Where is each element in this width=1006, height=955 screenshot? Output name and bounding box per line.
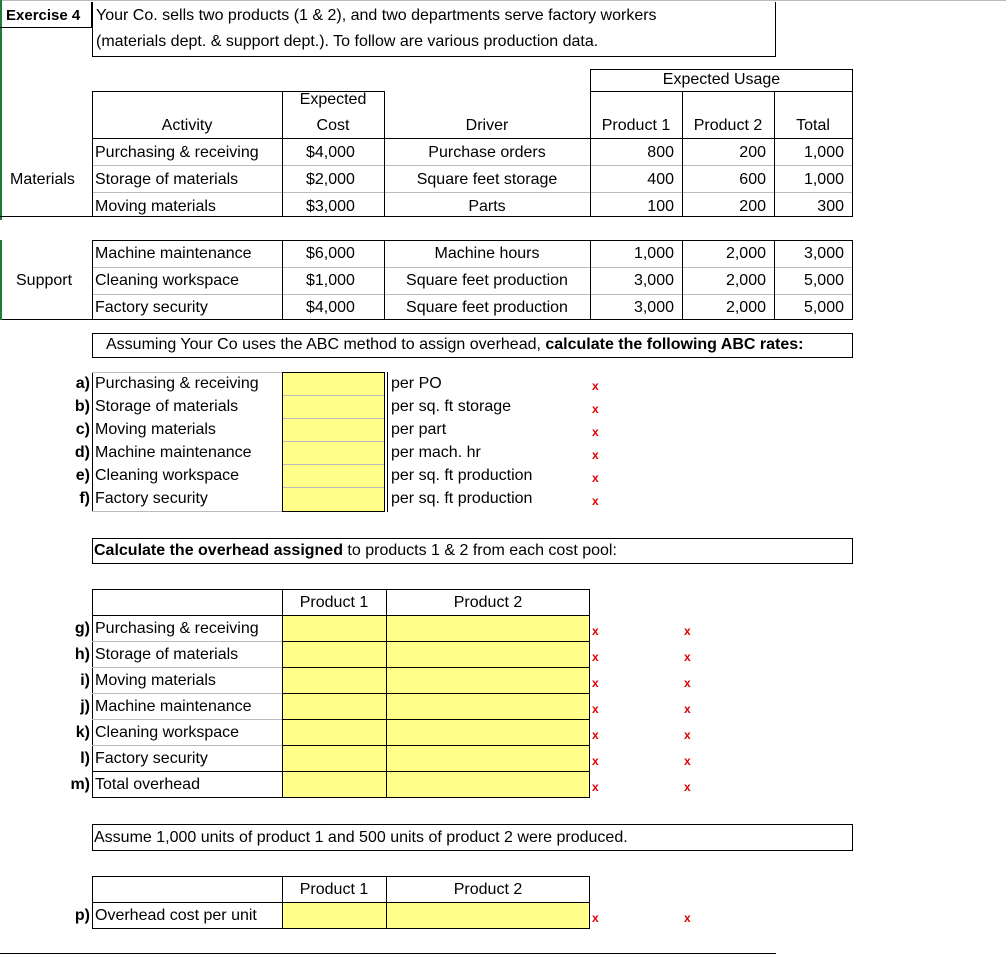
x-mark: x (592, 379, 599, 393)
x-mark: x (592, 494, 599, 508)
product2-header: Product 2 (693, 117, 763, 134)
rate-activity: Cleaning workspace (95, 467, 240, 484)
x-mark: x (592, 728, 599, 742)
x-mark: x (592, 676, 599, 690)
overhead-product1-header: Product 1 (299, 594, 369, 611)
overhead-p1-input[interactable] (282, 641, 387, 668)
overhead-p1-input[interactable] (282, 667, 387, 694)
overhead-letter: g) (74, 620, 90, 637)
support-label: Support (16, 272, 73, 289)
rate-letter: a) (75, 375, 90, 392)
driver-header: Driver (465, 117, 509, 134)
rate-activity: Storage of materials (95, 398, 239, 415)
rate-unit: per PO (391, 375, 442, 392)
x-mark: x (592, 448, 599, 462)
total-cell: 5,000 (803, 299, 844, 316)
overhead-label: Purchasing & receiving (95, 620, 259, 637)
x-mark: x (592, 780, 599, 794)
overhead-label: Machine maintenance (95, 698, 252, 715)
driver-cell: Machine hours (434, 245, 540, 262)
driver-cell: Parts (468, 198, 506, 215)
overhead-label: Moving materials (95, 672, 216, 689)
abc-rate-input-area (282, 372, 385, 512)
top-gridline (0, 0, 1006, 1)
abc-instruction: Assuming Your Co uses the ABC method to assign overhead, calculate the following ABC rates: (106, 336, 804, 353)
expected-usage-header: Expected Usage (662, 71, 781, 88)
total-cell: 300 (817, 198, 844, 215)
product2-cell: 2,000 (725, 245, 766, 262)
per-unit-product2-header: Product 2 (453, 881, 523, 898)
rate-letter: e) (75, 467, 90, 484)
x-mark: x (592, 702, 599, 716)
total-cell: 5,000 (803, 272, 844, 289)
activity-cell: Storage of materials (95, 171, 239, 188)
materials-label: Materials (10, 171, 75, 188)
overhead-label: Total overhead (95, 776, 200, 793)
product1-cell: 3,000 (633, 299, 674, 316)
x-mark: x (592, 650, 599, 664)
per-unit-label: Overhead cost per unit (95, 907, 257, 924)
rate-letter: d) (74, 444, 90, 461)
product1-cell: 1,000 (633, 245, 674, 262)
cost-cell: $4,000 (306, 144, 355, 161)
product2-cell: 200 (739, 198, 766, 215)
rate-activity: Factory security (95, 490, 208, 507)
green-left-border (0, 0, 2, 220)
total-cell: 3,000 (803, 245, 844, 262)
overhead-label: Storage of materials (95, 646, 239, 663)
x-mark: x (592, 402, 599, 416)
product2-cell: 2,000 (725, 299, 766, 316)
activity-cell: Machine maintenance (95, 245, 252, 262)
overhead-letter: l) (80, 750, 90, 767)
rate-unit: per part (391, 421, 447, 438)
product1-header: Product 1 (601, 117, 671, 134)
per-unit-p2-input[interactable] (386, 902, 590, 929)
overhead-p1-input[interactable] (282, 615, 387, 642)
rate-unit: per sq. ft production (391, 490, 533, 507)
product2-cell: 200 (739, 144, 766, 161)
x-mark: x (684, 754, 691, 768)
x-mark: x (592, 471, 599, 485)
overhead-p2-input[interactable] (386, 693, 590, 720)
x-mark: x (592, 911, 599, 925)
x-mark: x (684, 702, 691, 716)
cost-cell: $3,000 (306, 198, 355, 215)
overhead-letter: m) (70, 776, 90, 793)
product2-cell: 2,000 (725, 272, 766, 289)
cost-cell: $1,000 (306, 272, 355, 289)
exercise-label: Exercise 4 (6, 7, 81, 24)
overhead-letter: k) (75, 724, 90, 741)
total-cell: 1,000 (803, 171, 844, 188)
overhead-label: Cleaning workspace (95, 724, 240, 741)
rate-letter: b) (74, 398, 90, 415)
per-unit-p1-input[interactable] (282, 902, 387, 929)
cost-cell: $4,000 (306, 299, 355, 316)
cost-cell: $2,000 (306, 171, 355, 188)
expected-header-line1: Expected (299, 91, 367, 108)
rate-unit: per mach. hr (391, 444, 481, 461)
activity-cell: Cleaning workspace (95, 272, 240, 289)
x-mark: x (592, 425, 599, 439)
product1-cell: 100 (647, 198, 674, 215)
x-mark: x (592, 624, 599, 638)
overhead-p2-input[interactable] (386, 745, 590, 772)
driver-cell: Square feet storage (416, 171, 558, 188)
x-mark: x (684, 624, 691, 638)
expected-header-line2: Cost (316, 117, 350, 134)
rate-activity: Moving materials (95, 421, 216, 438)
x-mark: x (592, 754, 599, 768)
exercise-text-line1: Your Co. sells two products (1 & 2), and two departments serve factory workers (96, 7, 657, 24)
x-mark: x (684, 676, 691, 690)
total-header: Total (796, 117, 830, 134)
overhead-p2-input[interactable] (386, 615, 590, 642)
overhead-p2-input[interactable] (386, 771, 590, 798)
overhead-p1-input[interactable] (282, 693, 387, 720)
x-mark: x (684, 780, 691, 794)
x-mark: x (684, 650, 691, 664)
rate-letter: c) (75, 421, 90, 438)
per-unit-product1-header: Product 1 (299, 881, 369, 898)
activity-cell: Purchasing & receiving (95, 144, 259, 161)
overhead-p2-input[interactable] (386, 719, 590, 746)
product2-cell: 600 (739, 171, 766, 188)
exercise-text-line2: (materials dept. & support dept.). To follow are various production data. (96, 33, 599, 50)
overhead-instruction: Calculate the overhead assigned to products 1 & 2 from each cost pool: (94, 542, 617, 559)
overhead-p1-input[interactable] (282, 745, 387, 772)
rate-activity: Purchasing & receiving (95, 375, 259, 392)
bottom-border (0, 953, 776, 954)
overhead-letter: h) (74, 646, 90, 663)
overhead-p2-input[interactable] (386, 641, 590, 668)
driver-cell: Square feet production (406, 299, 568, 316)
product1-cell: 3,000 (633, 272, 674, 289)
product1-cell: 800 (647, 144, 674, 161)
rate-unit: per sq. ft storage (391, 398, 512, 415)
rate-unit: per sq. ft production (391, 467, 533, 484)
total-cell: 1,000 (803, 144, 844, 161)
overhead-product2-header: Product 2 (453, 594, 523, 611)
driver-cell: Square feet production (406, 272, 568, 289)
x-mark: x (684, 728, 691, 742)
overhead-p2-input[interactable] (386, 667, 590, 694)
activity-cell: Factory security (95, 299, 208, 316)
driver-cell: Purchase orders (428, 144, 546, 161)
cost-cell: $6,000 (306, 245, 355, 262)
rate-activity: Machine maintenance (95, 444, 252, 461)
overhead-letter: j) (80, 698, 90, 715)
activity-cell: Moving materials (95, 198, 216, 215)
overhead-letter: i) (80, 672, 90, 689)
product1-cell: 400 (647, 171, 674, 188)
x-mark: x (684, 911, 691, 925)
overhead-p1-input[interactable] (282, 771, 387, 798)
overhead-p1-input[interactable] (282, 719, 387, 746)
overhead-label: Factory security (95, 750, 208, 767)
rate-letter: f) (79, 490, 90, 507)
per-unit-letter: p) (74, 907, 90, 924)
activity-header: Activity (161, 117, 213, 134)
per-unit-instruction: Assume 1,000 units of product 1 and 500 units of product 2 were produced. (94, 829, 628, 846)
